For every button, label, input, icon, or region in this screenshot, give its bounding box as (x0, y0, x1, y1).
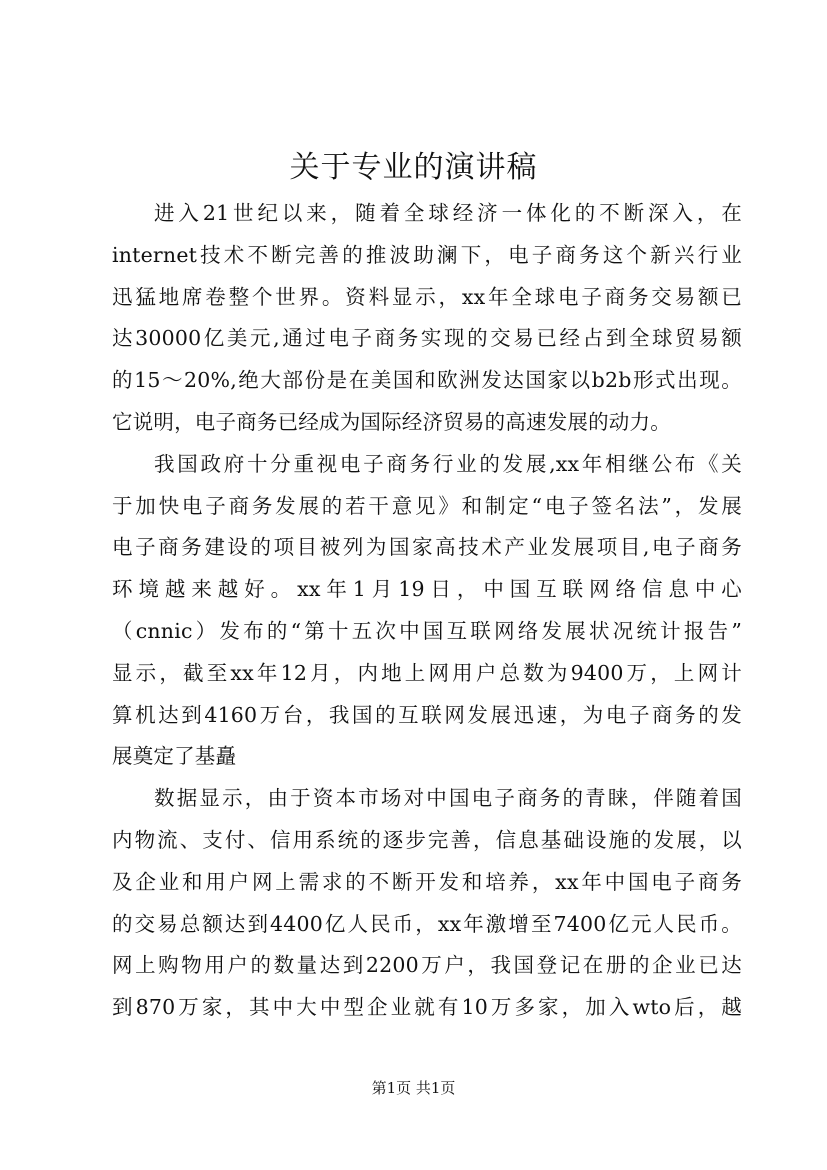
paragraph-1-line-4: 达30000亿美元,通过电子商务实现的交易已经占到全球贸易额 (112, 326, 742, 351)
paragraph-3-line-6: 到870万家，其中大中型企业就有10万多家，加入wto后，越 (112, 995, 742, 1020)
paragraph-2-line-7: 算机达到4160万台，我国的互联网发展迅速，为电子商务的发 (112, 702, 742, 727)
paragraph-1-line-6: 它说明，电子商务已经成为国际经济贸易的高速发展的动力。 (112, 409, 671, 434)
paragraph-3-line-2: 内物流、支付、信用系统的逐步完善，信息基础设施的发展，以 (112, 827, 742, 852)
paragraph-3-line-4: 的交易总额达到4400亿人民币，xx年激增至7400亿元人民币。 (112, 911, 742, 936)
paragraph-2-line-3: 电子商务建设的项目被列为国家高技术产业发展项目,电子商务 (112, 535, 742, 560)
page-footer: 第1页 共1页 (371, 1079, 456, 1097)
paragraph-2-line-4: 环境越来越好。xx年1月19日，中国互联网络信息中心 (112, 577, 742, 602)
paragraph-1-line-5: 的15～20%,绝大部份是在美国和欧洲发达国家以b2b形式出现。 (112, 368, 742, 393)
paragraph-2-line-6: 显示，截至xx年12月，内地上网用户总数为9400万，上网计 (112, 660, 742, 685)
paragraph-1-line-3: 迅猛地席卷整个世界。资料显示，xx年全球电子商务交易额已 (112, 284, 742, 309)
paragraph-3-line-1: 数据显示，由于资本市场对中国电子商务的青睐，伴随着国 (154, 786, 742, 811)
paragraph-3-line-3: 及企业和用户网上需求的不断开发和培养，xx年中国电子商务 (112, 869, 742, 894)
paragraph-1-line-1: 进入21世纪以来，随着全球经济一体化的不断深入，在 (154, 201, 742, 225)
paragraph-2-line-8: 展奠定了基矗 (112, 744, 237, 769)
document-body (112, 193, 742, 1029)
paragraph-2-line-1: 我国政府十分重视电子商务行业的发展,xx年相继公布《关 (154, 451, 742, 476)
document-title: 关于专业的演讲稿 (289, 150, 538, 185)
paragraph-2-line-5: （cnnic）发布的“第十五次中国互联网络发展状况统计报告” (112, 618, 742, 643)
paragraph-1-line-2: internet技术不断完善的推波助澜下，电子商务这个新兴行业 (112, 242, 742, 267)
paragraph-3-line-5: 网上购物用户的数量达到2200万户，我国登记在册的企业已达 (112, 953, 742, 978)
paragraph-2-line-2: 于加快电子商务发展的若干意见》和制定“电子签名法”，发展 (112, 493, 742, 518)
